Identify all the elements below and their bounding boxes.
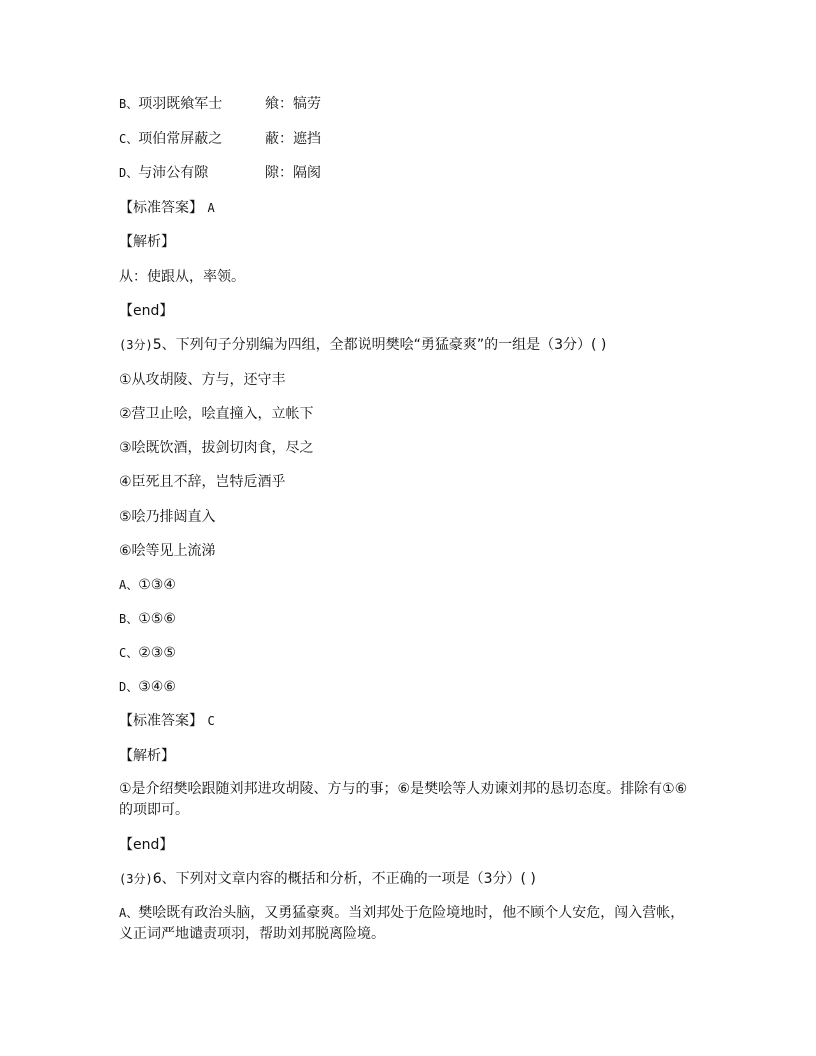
q5-end-marker: 【end】 [119,837,174,853]
option-text: 项羽既飨军士 [138,96,223,112]
option-text: 与沛公有隙 [138,165,209,181]
answer-label: 【标准答案】 [119,200,203,216]
option-gloss: 飨：犒劳 [265,96,321,112]
option-label: A、 [119,578,139,592]
q5-answer [119,711,215,731]
option-label: D、 [119,166,139,180]
q5-stem [119,335,606,355]
q4-analysis-label: 【解析】 [119,234,175,250]
option-gloss: 蔽：遮挡 [265,131,321,147]
q5-option-a [119,575,176,595]
q4-analysis-text: 从：使跟从，率领。 [119,269,245,285]
answer-value: C [207,714,215,728]
q5-option-c [119,643,176,663]
q6-option-a-line-2: 义正词严地谴责项羽，帮助刘邦脱离险境。 [119,926,385,942]
q5-analysis-line-2: 的项即可。 [119,802,189,818]
q4-end-marker: 【end】 [119,303,174,319]
option-label: B、 [119,612,139,626]
q4-option-b [119,94,321,114]
option-gloss: 隙：隔阂 [265,165,321,181]
q5-sentence-6: ⑥哙等见上流涕 [119,543,216,559]
q4-option-d [119,163,321,183]
option-text: ③④⑥ [138,679,176,695]
option-text: ①⑤⑥ [138,611,176,627]
option-label: C、 [119,132,139,146]
option-label: C、 [119,646,139,660]
option-text: ①③④ [138,577,176,593]
q5-sentence-5: ⑤哙乃排闼直入 [119,509,216,525]
option-label: D、 [119,680,139,694]
answer-value: A [207,201,215,215]
option-label: B、 [119,97,139,111]
q4-option-c [119,129,321,149]
option-text: ②③⑤ [138,645,176,661]
q5-sentence-2: ②营卫止哙，哙直撞入，立帐下 [119,406,314,422]
q5-analysis-label: 【解析】 [119,748,175,764]
question-score: (3分) [119,338,153,352]
q5-option-b [119,609,176,629]
q5-sentence-3: ③哙既饮酒，拔剑切肉食，尽之 [119,440,314,456]
option-label: A、 [119,906,139,920]
q6-option-a-line-1 [119,903,684,923]
option-text: 项伯常屏蔽之 [138,131,223,147]
q5-option-d [119,677,176,697]
option-text: 樊哙既有政治头脑，又勇猛豪爽。当刘邦处于危险境地时，他不顾个人安危，闯入营帐， [138,905,685,921]
q5-sentence-1: ①从攻胡陵、方与，还守丰 [119,372,286,388]
q5-analysis-line-1: ①是介绍樊哙跟随刘邦进攻胡陵、方与的事；⑥是樊哙等人劝谏刘邦的恳切态度。排除有①⑥ [119,781,688,797]
question-score: (3分) [119,872,153,886]
question-text: 5、下列句子分别编为四组，全都说明樊哙“勇猛豪爽”的一组是（3分）( ) [152,337,607,353]
q5-sentence-4: ④臣死且不辞，岂特卮酒乎 [119,474,286,490]
answer-label: 【标准答案】 [119,713,203,729]
question-text: 6、下列对文章内容的概括和分析，不正确的一项是（3分）( ) [152,871,536,887]
q4-answer [119,198,215,218]
q6-stem [119,869,536,889]
